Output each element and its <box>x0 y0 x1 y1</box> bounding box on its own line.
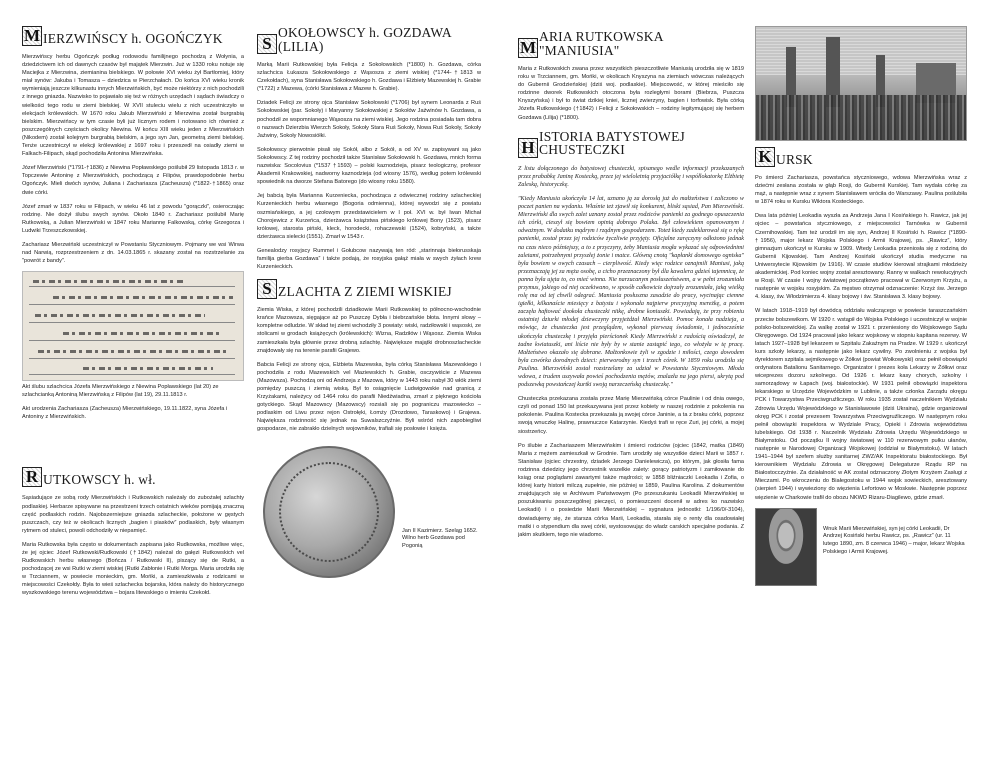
section-title: ISTORIA BATYSTOWEJ CHUSTECZKI <box>539 128 685 158</box>
image-caption: Akt urodzenia Zachariasza (Zacheusza) Mierzwińskiego, 19.11.1822, syna Józefa i Antoniny z Mierzwińskich. <box>22 405 228 420</box>
drop-cap: M <box>519 38 537 57</box>
paragraph: Marką Marii Rutkowskiej była Felicja z Sokołowskich (*1800) h. Gozdawa, córka szlachcica Łukasza Sokołowskiego z Wąsosza z ziemi wiskiej (*1744-†1813 w Czekołdach), syna Stanisława Sokołowskiego h. Gozdawa i Elżbiety Mazewskiej h. Grabie (*1722) z Mazewa, (córki Stanisława z Mazew h. Grabie). <box>257 62 481 93</box>
quote-paragraph: "Kiedy Maniusia ukończyła 14 lat, uznano ją za dorosłą już do małżeństwa i zaliczono w poczet panien na wydaniu. Właśnie też zjawił się konkurent, bliski sąsiad, Pan Mierzwiński. Mierzwiński dla swych zalet uznany został przez rodziców panienki za godnego opuszczenia ich córki, cieszył się bowiem opinią dobrego Polaka. Był człowiekiem opanowanym i odważnym. W dodatku mądrym i rządnym gospodarzem. Toteż kiedy zadeklarował się o rękę panienki, został przez jej rodziców życzliwie przyjęty. Oficjalne zaręczyny odłożono jednak na czas nieco późniejszy, a to z przyczyny, żeby Maniusia mogła wykazać się odpowiednimi zaletami, potrzebnymi przyszłej żonie i matce. Główną cnotą "kapłanki domowego ogniska" była bowiem w owych czasach – cierpliwość. Kiedy więc rodzice oznajmili Maniusi, jaką przeznaczają jej za męża osobę, a cicho przeznaczony był dla kawalera gdzieś tajemnicą, że panna była ujęta to, co mieć winna. Nie narzucanym posłuszeństwem, a w pełni zrozumiała przymus, jakiego od niej oczekiwano, w sposób całkowicie dojrzały zrozumiała, jaką wielką rolę ma od tej chwili odegrać. Maniusia posłuszna zasadzie do pracy, wycinając ciemne igiełki, kilkanaście miesięcy z batystu i wykonała najpierw precyzyjną mereżkę, a potem zaczęła haftować dookoła chusteczki nitkę, drobne koniuszki. Powiadają, że przy robieniu ostatniej dziurki młodej dziewczyny przyjeżdżał Mierzwiński. Pomoc konała nadzieja, a mówiąc, że chusteczka jest przeglądem, wykonał pierwszą świadomie, i jednocześnie ukończyła chusteczkę i przyjęła pierścionek Kiedy Mierzwiński z radością oświadczył, że żadne kwiatuszki, ani liście nie były by w stanie zastąpić tego, co włożyła w tę pracę. Małżeństwo okazało się dobrane. Małżonkowie żyli w zgodzie i miłości, czego dowodem była czwórka dorodnych dzieci: pierworodny syn i trzech córek. W 1859 roku urodziła się Paulina. Mierzwiński został rozstrzelany za udział w Powstaniu Styczniowym. Młoda wdowa, z trudem uszywała powieś pochodzenia mężów, znalazła na jego piersi, ukrytą pod podszewką powstańczej kurtki swoją narzeczeńską chusteczkę." <box>518 195 744 389</box>
section-title: ARIA RUTKOWSKA "MANIUSIA" <box>539 29 663 58</box>
paragraph: Po śmierci Zachariasza, powstańca styczniowego, wdowa Mierzwińska wraz z dziećmi zesłana została w głąb Rosji, do Gubernii Kurskiej. Tam wydała córkę za mąż, a następnie wraz z synem Stanisławem wróciła do Warszawy. Paulina poślubiła w 1874 roku w Kursku Wiktora Kosteckiego. <box>755 175 967 206</box>
paragraph: W latach 1918–1919 był dowódcą oddziału walczącego w powiecie taraszczańskim przeciw bolszewikom. W 1920 r. wstąpił do Wojska Polskiego i uczestniczył w wojnie polsko-bolszewickiej. Za walkę został w 1921 r. przeniesiony do Wojskowego Sądu Okręgowego. Od 1924 pracował jako lekarz wojskowy w stopniu kapitana rezerwy. W latach 1927–1928 był lekarzem w Szpitalu Zakaźnym na Pradze. W 1929 r. ukończył kurs szkoły lekarzy, a następnie jako lekarz cywilny. Po zwolnieniu z wojska był dyrektorem szpitala sejmikowego w Żółkwi (powiat Wołkowyski) oraz pełnił obowiązki ordynatora Batalionu Sanitarnego. Organizator i prezes koła Lekarzy w Żółkwi oraz wiceprezes dozoru szkolnego. Od 1926 r. lekarz kasy chorych, szkolny i samorządowy w Łapach (woj. białostockie). W 1931 pełnił obowiązki inspektora lekarskiego w Urzędzie Wojewódzkim w Lublinie, a także członka Zarządu okręgu PCK i Towarzystwa Przeciwgruźliczego. W roku 1935 został naczelnikiem Wydziału Zdrowia Urzędu Wojewódzkiego w Stanisławowie (dziś Ukraina), gdzie organizował okręg PCK i został prezesem Towarzystwa Przeciwgruźliczego. W następnym roku pełnił obowiązki inspektora w Wydziale Pracy, Opieki i Zdrowia województwa lubelskiego. Od 1938 r. Naczelnik Wydziału Zdrowia Urzędu Wojewódzkiego w Białymstoku. Od początku II wojny światowej w 110 rezerwowym pułku ułanów, następnie w Narodowej Organizacji Wojskowej (oddział w Białymstoku). W latach 1941–1944 był szefem służby sanitarnej ZWZ/AK Inspektoratu białostockiego. Był kierownikiem Wydziału Zdrowia w Okręgowej Delegaturze Rządu RP na Białostocczyźnie. Za działalność w AK został odznaczony Złotym Krzyżem Zasługi z Mieczami. Po wkroczeniu do Białegostoku w 1944 wojsk sowieckich, aresztowany (sierpień 1944) i wywieziony do więzienia Lefortowo w Moskwie. Następnie poprzez więzienie w Charkowie trafił do obozu NKWD Rizaru-Diagilewo, gdzie zmarł. <box>755 308 967 501</box>
paragraph: Dziadek Felicji ze strony ojca Stanisław Sokołowski (*1706) był synem Leonarda z Ruś Sokołowskiej (par. Sokoły) i Maryanny Sokołowskiej z Sokołów Jaźwinów h. Gozdawa, a pochodził ze wspomnianego Wąsosza na ziemi wiskiej. Jego rodzina posiadała tam dobra o nazwach Dzierzbia Wierzch Sokoły, Sokoły Stara Ruś Sokoły, Nowa Ruś Sokoły, Sokoły Jaźwiny, Sokoły Nowosiółki. <box>257 100 481 139</box>
paragraph: Genealodzy rosyjscy Rummel i Gołubcow nazywają ten ród: „starinnaja biełorusskaja familija gierba Gozdawa” i także podają, że rosyjska gałąź miała w swych żyłach krew Kurzenieckich. <box>257 247 481 271</box>
drop-cap: S <box>257 34 277 54</box>
paragraph: Dwa lata później Leokadia wyszła za Andrzeja Jana I Kosińskiego h. Rawicz, jak jej ojciec – powstańca styczniowego, z miejscowości Tarnówka w Gubernii Czernihowskiej. Tam też urodził im się syn, Andrzej II Kosiński h. Rawicz (*1890-†1956), major lekarz Wojska Polskiego i Armii Krajowej, ps. „Rawicz”, który gimnazjum ukończył w Kursku w 1909. Wtedy Leokadia przeniosła się z rodziną do Gubernii Kijowskiej. Tam Andrzej Kosiński ukończył studia medyczne na Uniwersytecie Kijowskim (w 1916). W czasie studiów kierował strajkami młodzieży akademickiej. Pod koniec wojny został aresztowany. Ranny w walkach rewolucyjnych w Rosji. W czasie I wojny światowej początkowo pracował w Czerwonym Krzyżu, a następnie w wojsku rosyjskim. Za męstwo otrzymał odznaczenie: Krzyż św. Jerzego 4. klasy, św. Włodzimierza 4. klasy bojowy i św. Stanisława 3. klasy bojowy. <box>755 213 967 301</box>
paragraph: Babcia Felicji ze strony ojca, Elżbieta Mazewska, była córką Stanisława Mazewskiego i pochodziła z rodu Mazewskich vel Maziewskich h. Grabie, osczywiście z Mazewa (Mazowsza). Pochodzą oni od Andrzeja z Mazowa, który w 1443 roku nabył 30 włók ziemi pomiędzy puszczą i ziemią wiską. Był to osiągnięcie Ludwigowskie nad granicą z Krzyżakami, należycy od 1464 roku do parafii Niedźwiadna, zmarł z pięknego kościoła gotyckiego. Skąd Mazowscy (Mazowscy) rozsiali się po pograniczu mazowiecko – podlaskim od Liwu przez rejon Ostrołęki, Łomży (Drozdowo, Taraskowo) i Grajewa. Największa rodzinność się jednak na Suwalszczyźnie. Byli wśród nich zapobiegliwi gospodarze, nie zabrakło dzielnych wojowników, trafiali się posłowie i księża. <box>257 361 481 433</box>
image-caption: Akt ślubu szlachcica Józefa Mierzwińskiego z Niewina Popławskiego (lat 20) ze szlachcianką Antoniną Mierzwińską z Filipów (lat 19), 29.11.1813 r. <box>22 384 219 399</box>
portrait-photo <box>755 508 817 586</box>
paragraph: Po ślubie z Zachariaszem Mierzwińskim i śmierci rodziców (ojciec (1842, matka (1849) Maria z mężem zamieszkali w Grodnie. Tam urodziły się wszystkie dzieci Marii w 1857 r. Stanisław (ojciec chrzestny, dziadek Jerzego Danielewicza), po którym, jak głosiła fama rodzinna dziedzicy jego chrzestnik wszelkie zalety: gorący patriotyzm i zamiłowanie do ksiąg oraz poglądami zawartymi także mądrości; w 1858 bliźniaczki Leokadia i Zofia, o której karty historii milczą zupełnie, nie później w 1859, Paulina Karolina. Z dokumentów znajdujących się w Archiwum Państwowym (Po przeszukaniu Leokadii Mierzwińskiej w poszukiwaniu poszczególnej pieczęci, o pomieszczeni docenił w adres ko nazwisko Leokadii) i o posiedzie Marii Mierzwińskiej – sygnatura jednostki: 1/196/0/-3104), dowiadujemy się, że starsza córka Marii, Leokadia, starała się o renty dla osadowiałej matki i o stypendium dla swej córki, wystosowując do władz carskich specjalne podania. Z jakim skutkiem, tego nie wiadomo. <box>518 442 744 538</box>
section-title: IERZWIŃSCY h. OGOŃCZYK <box>43 30 223 46</box>
section-heading-sokolowscy <box>257 26 481 54</box>
coin-figure <box>257 440 481 590</box>
coin-caption: Jan II Kazimierz. Szeląg 1652. Wilno herb Gozdawa pod Pogonią <box>402 527 478 550</box>
section-heading-kursk <box>755 147 967 167</box>
section-heading-maria <box>518 30 744 58</box>
marriage-record-scan <box>22 271 244 381</box>
drop-cap: K <box>755 147 775 167</box>
paragraph: Chusteczka przekazana została przez Marię Mierzwińską córce Paulinie i od dnia owego, czyli od ponad 150 lat przekazywana jest przez kobiety w naszej rodzinie z pokolenia na pokolenie. Paulina Kostecka przekazała ją swojej córce Janinie, a ta z braku córki, poprzez swoją wnuczkę Halinę, prawnuczce Katarzynie. Kiedyś trafi w ręce Zuri, jej córki, a mojej siostrzeńcy. <box>518 396 744 435</box>
column-2 <box>257 26 481 754</box>
column-4 <box>755 26 967 754</box>
section-title: URSK <box>776 151 813 167</box>
section-title: ZLACHTA Z ZIEMI WISKIEJ <box>278 283 452 299</box>
paragraph: Jej babcią była Marianna Kurzeniecka, pochodząca z odwiecznej rodziny szlacheckiej Kurzenieckich herbu własnego (Bogoria odmienna), której wywodzi się z powiatu oszmiańskiego, a jej czołowym przedstawicielem w I poł. XVI w. był Iwan Michał Chorojewicz z Kurzeńca, dzierżawca książstwa pińskiego królowej Bony (1523), pisarz królowej, starosta piński, kleck, horodecki, rohaczewski (1524), kobryński, a także dzierżawca sielecki (1551). Zmarł w 1543 r. <box>257 193 481 240</box>
section-heading-zlachta <box>257 279 481 299</box>
coin-image <box>263 446 395 578</box>
paragraph: Maria z Rutkowskich zwana przez wszystkich pieszczotliwie Maniusią urodziła się w 1819 roku w Trzciannem, gm. Mońki, w okolicach Knyszyna na ziemiach wówczas należących do Gubernii Grodzieńskiej (dziś woj. podlaskie). Miejscowość, w której mieściło się rodzinne dworek Rutkowskich otoczona była rozległymi borami (Biebrza, Puszcza Knyszyńska) i był to świat dzikiej kniei, licznej zwierzyny, bagien i torfowisk. Była córką Józefa Rutkowskiego (†1842) i Felicji z Sokołowskich – rodziny legitymującej się herbem Gozdawa (Lilija) (*1800). <box>518 66 744 121</box>
drop-cap: S <box>257 279 277 299</box>
portrait-caption: Wnuk Marii Mierzwińskiej, syn jej córki Leokadii, Dr Andrzej Kosiński herbu Rawicz, ps. „Rawicz” (ur. 11 lutego 1890, zm. 8 czerwca 1946) – major, lekarz Wojska Polskiego i Armii Krajowej. <box>823 525 965 556</box>
section-heading-historia <box>518 130 744 158</box>
paragraph: Sąsiadujące ze sobą rody Mierzwińskich i Rutkowskich należały do zubożałej szlachty podlaskiej. Herbarze spisywane na przestrzeni trzech ostatnich wieków pomijają znaczną część podlaskich rodzin. Najobszerniejsze gniazda szlacheckie, położone w gęstych puszczach, czy też w okolicach licznych „bagien i piasków” podlaskich, były własnym rytmem od stuleci, powoli odchodziły w niepamięć. <box>22 495 244 534</box>
paragraph: Ziemia Wiska, z której pochodzili dziadkowie Marii Rutkowskiej to północno-wschodnie krańce Mazowsza, sięgające aż po Puszczę Dybła i biebrzańskie błota. Innymi słowy – kompletne odludzie. W skład tej ziemi wchodziły 3 powiaty: wiski, radziłowski i wąsoski, ze stolicami w grodach książęcych (królewskich): Wizna, Radziłów i Wąsosz. Ziemia Wiska zamieszkała była głównie przez drobną szlachtę. Największe majątki drobnoszlacheckie znajdowały się na terenie parafii Grajewo. <box>257 307 481 354</box>
column-1 <box>22 26 244 754</box>
drop-cap: H <box>518 138 538 158</box>
paragraph: Sokołowscy pierwotnie pisali się Sokół, albo z Sokół, a od XV w. zapisywani są jako Sokołowscy. Z tej rodziny pochodził także Stanisław Sokołowski h. Gozdawa, mnich forma nazwiska: Socolovius (*1537 †1593) – polski kaznodzieja, pisarz teologiczny, profesor Akademii Krakowskiej, nadworny kaznodzieja (od wiosny 1576), według potem królewski spowiednik na dworze Stefana Batorego (do wiosny roku 1580). <box>257 146 481 186</box>
paragraph: Mierzwińscy herbu Ogończyk podług rodowodu familijnego pochodzą z Wołynia, a dziedzictwem ich od dawnych czasów był majątek Mierzwin. Już w 1330 roku notuje się Maciejka z Mierzwina, ziemianina bielskiego. W połowie XVI wieku żył Bartłomiej, który miał synów: Jakuba i Tomasza – dziedzica w Pierzchałach. Do końca XVI wieku kronik wymieniają jeszcze kilkunastu innych Mierzwińskich, być może niektórzy z nich pochodzili z innego gniazda. Nazwisko to pojawiało się też w różnych urzędach i sądach świadczy o wielkości tego rodu w ziemi bielskiej. W XVII stuleciu wielu z nich uczestniczyło w elekcjach królewskich. W 1670 roku Jakub Mierzwiński z Mierzwina został burgrabią bielskim. Mierzwińscy w tym czasie byli już licznym rodem i notowano ich również z poszczególnych częściach okolicy Niewina. W końcu XIII wieku jeden z Mierzwińskich (Nikodem) został kolejnym burgrabią bielskim, a jego syn Jan, geometrą ziemi bielskiej. Tenże uczestniczył w elekcji królewskiej z 1697 roku i przeszedł na osiadły ziemi w Falkach-Filipach, skąd pochodziła Antonina Mierzwińska. <box>22 54 244 158</box>
section-title: OKOŁOWSCY h. GOZDAWA (LILIA) <box>278 26 452 54</box>
paragraph: Zachariasz Mierzwiński uczestniczył w Powstaniu Styczniowym. Pojmany we wsi Wirwa nad Narwią, rozprzestrzeniem z dn. 14.03.1865 r. skazany został na rozstrzelanie za "powrót z bandy". <box>22 241 244 265</box>
portrait-figure <box>755 508 967 586</box>
drop-cap: M <box>23 26 41 45</box>
paragraph: Maria Rutkowska była często w dokumentach zapisana jako Rudkowska, możliwe więc, że jej ojciec Józef Rutkowski/Rudkowski (†1842) należał do gałęzi Rutkowskich vel Rudkowskich herbu własnego (Bończa / Rutkowski II), piszący się de Rutki, a pochodzącej ze wsi Rutki w ziemi wiskiej (Rutki Zabłonie i Rutki Morga. Maria urodziła się w Trzciannem, w powiecie monieckim, gm. Mońki, a zamieszkiwała z rodzicami w miejscowości Czekołdy. Była to wieś szlachecka bojarska, która należy do historycznego wyszkowskiego terenu województwa – bojara litewskiego o imieniu Czekołd. <box>22 541 244 597</box>
column-3 <box>518 26 744 754</box>
paragraph: Józef Mierzwiński (*1791-†1836) z Niewina Popławskiego poślubił 29 listopada 1813 r. w Topczewie Antoninę z Mierzwińskich, pochodzącą z Filipów, prawdopodobnie herbu Ogończyk. Mieli dwóch synów, Juliana i Zachariasza (Zacheusza) (*1822-†1865) oraz dwie córki. <box>22 165 244 196</box>
drop-cap: R <box>22 467 42 487</box>
paragraph: Z listu dołączonego do batystowej chusteczki, spisanego wedle informacji przekazanych przez prababkę Janinę Kostecką, przez jej wieloletnią przyjaciółkę i współlokatorkę Elżbietę Zaleską, historyczkę. <box>518 165 744 188</box>
section-heading-mierzwinscy <box>22 26 244 46</box>
paragraph: Józef zmarł w 1837 roku w Filipach, w wieku 46 lat z powodu "gorączki", osieroczając rodzinę. Nie dożył ślubu swych synów. Około 1840 r. Zachariasz poślubił Marię Rutkowską, a Julian Mierzwiński w 1847 roku Mariannę Falkowską, córkę Grzegorza i Ludwiki Trzeszczkowskiej. <box>22 203 244 234</box>
town-engraving <box>755 26 967 141</box>
section-title: UTKOWSCY h. wł. <box>43 471 156 487</box>
section-heading-rutkowscy <box>22 467 244 487</box>
